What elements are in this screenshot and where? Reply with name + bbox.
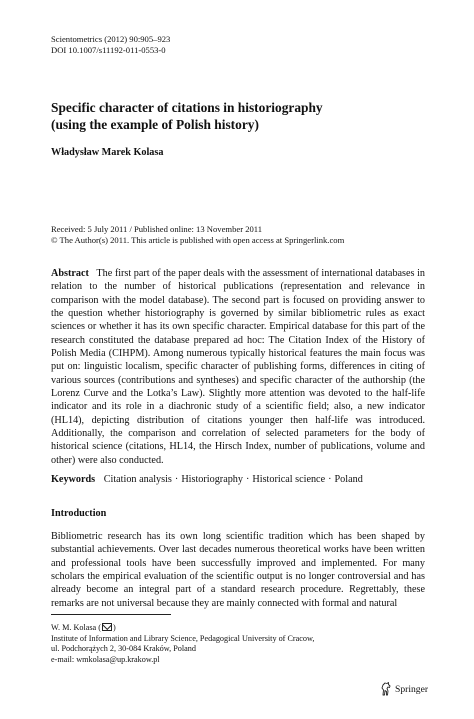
springer-horse-icon [380,682,392,696]
received-published-dates: Received: 5 July 2011 / Published online: 13 November 2011 [51,224,263,234]
publisher-logo [380,682,428,696]
title-line-1: Specific character of citations in historiography [51,100,323,115]
journal-citation: Scientometrics (2012) 90:905–923 [51,34,171,44]
abstract-heading: Abstract [51,268,89,279]
footnote-author-line [51,623,314,634]
journal-doi: DOI 10.1007/s11192-011-0553-0 [51,45,166,55]
footnote-author-name-end: ) [112,623,116,632]
publication-dates [51,224,344,246]
author-name: Władysław Marek Kolasa [51,147,164,158]
introduction-text: Bibliometric research has its own long scientific tradition which has been shaped by substantial achievements. Over last decades numerous theoretical works have been written and professional tools have been successfully improved and implemented. For many scholars the empirical evaluation of the scientific output is no longer controversial and has already become an integral part of a standard research procedure. Regrettably, these remarks are not universal because they are mainly connected with formal and natural [51,531,425,609]
journal-info [51,34,170,56]
abstract [51,267,425,467]
publisher-name: Springer [395,683,429,695]
footnote-divider [51,614,171,615]
abstract-text: The first part of the paper deals with the assessment of international databases in relation to the number of historical publications (representation and relevance in comparison with the model database). The second part is focused on providing answer to the question whether historiography is governed by similar bibliometric rules as exact sciences or whether it has its own specific character. Empirical database for this part of the research constituted the database prepared ad hoc: The Citation Index of the History of Polish Media (CIHPM). Among numerous typically historical features the main focus was put on: linguistic localism, specific character of publishing forms, differences in citing of various sources (contributions and syntheses) and specific character of the authorship (the Lorenz Curve and the Lotka’s Law). Slightly more attention was devoted to the half-life indicator and its role in a diachronic study of a scientific field; also, a new indicator (HL14), depicting distribution of citations younger then half-life was introduced. Additionally, the comparison and correlation of selected parameters for the body of historical science (citations, HL14, the Hirsch Index, number of publications, volume and other) were also conducted. [51,268,425,466]
footnote-email[interactable]: e-mail: wmkolasa@up.krakow.pl [51,654,160,664]
keyword: Historical science [252,474,326,485]
keyword: Citation analysis [103,474,172,485]
keyword-separator: · [328,474,332,485]
keywords [51,473,425,486]
footnote-institution: Institute of Information and Library Science, Pedagogical University of Cracow, [51,633,315,643]
article-title [51,99,431,133]
keyword: Historiography [181,474,243,485]
title-line-2: (using the example of Polish history) [51,117,259,132]
footnote-address: ul. Podchorążych 2, 30-084 Kraków, Poland [51,644,196,653]
footnote-author-name: W. M. Kolasa ( [51,623,101,632]
envelope-icon [102,623,112,631]
author-footnote [51,623,314,665]
keyword-separator: · [246,474,250,485]
keyword: Poland [334,474,363,485]
copyright-notice: © The Author(s) 2011. This article is published with open access at Springerlink.com [51,235,345,245]
keywords-heading: Keywords [51,474,96,485]
introduction-heading: Introduction [51,508,107,519]
keyword-separator: · [174,474,179,485]
